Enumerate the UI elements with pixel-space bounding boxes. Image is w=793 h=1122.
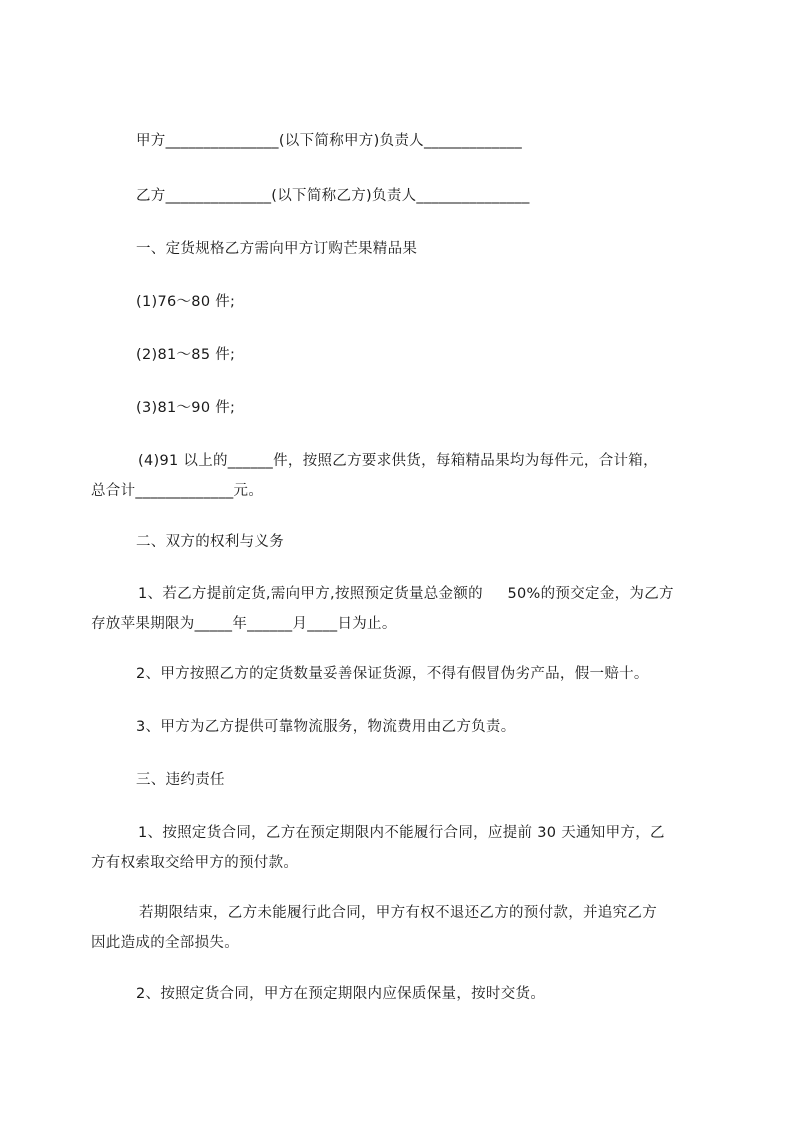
spec-item-4-line-1: (4)91 以上的______件，按照乙方要求供货，每箱精品果均为每件元，合计箱， [138,453,658,469]
clause-2-1-line-1: 1、若乙方提前定货,需向甲方,按照预定货量总金额的 50%的预交定金，为乙方 [138,586,674,602]
party-b-line: 乙方______________(以下简称乙方)负责人_______________ [136,188,530,204]
clause-3-1b [91,903,709,963]
clause-3-1 [91,823,709,883]
section2-heading: 二、双方的权利与义务 [136,534,284,550]
section3-heading: 三、违约责任 [136,772,225,788]
clause-3-1b-line-1: 若期限结束，乙方未能履行此合同，甲方有权不退还乙方的预付款，并追究乙方 [139,905,657,921]
clause-2-1 [91,584,709,644]
clause-2-2: 2、甲方按照乙方的定货数量妥善保证货源，不得有假冒伪劣产品，假一赔十。 [136,666,649,682]
clause-3-1-line-2: 方有权索取交给甲方的预付款。 [91,855,299,871]
clause-2-3: 3、甲方为乙方提供可靠物流服务，物流费用由乙方负责。 [136,719,516,735]
spec-item-4 [91,451,709,511]
spec-item-1: (1)76～80 件; [136,294,236,310]
clause-3-2: 2、按照定货合同，甲方在预定期限内应保质保量，按时交货。 [136,986,546,1002]
clause-2-1-line-2: 存放苹果期限为_____年______月____日为止。 [91,616,397,632]
clause-3-1b-line-2: 因此造成的全部损失。 [91,935,239,951]
spec-item-3: (3)81～90 件; [136,400,236,416]
party-a-line: 甲方_______________(以下简称甲方)负责人_____________ [136,133,523,149]
section1-heading: 一、定货规格乙方需向甲方订购芒果精品果 [136,241,418,257]
spec-item-4-line-2: 总合计_____________元。 [91,483,264,499]
spec-item-2: (2)81～85 件; [136,347,236,363]
clause-3-1-line-1: 1、按照定货合同，乙方在预定期限内不能履行合同，应提前 30 天通知甲方，乙 [138,825,665,841]
